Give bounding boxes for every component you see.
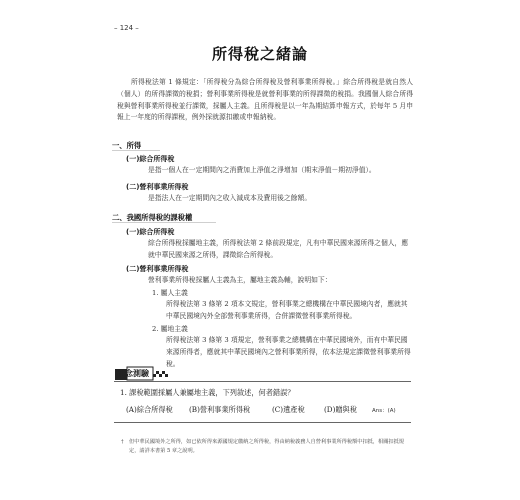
badge-label: 觀念測驗	[117, 369, 149, 378]
quiz-option-c: (C)遺產稅	[272, 405, 305, 414]
quiz-option-b: (B)營利事業所得稅	[189, 405, 251, 414]
section-1-underline	[112, 150, 160, 151]
subitem-1-label: 1. 屬人主義	[152, 289, 188, 297]
quiz-option-a: (A)綜合所得稅	[126, 405, 173, 414]
section-1-item-1-text: 是指一個人在一定期間內之消費加上淨值之淨增加（期末淨值－期初淨值）。	[148, 166, 376, 174]
section-2-item-2-text: 營利事業所得稅採屬人主義為主，屬地主義為輔，說明如下：	[148, 276, 332, 284]
section-1-heading: 一、所得	[112, 141, 142, 150]
section-2-underline	[112, 222, 216, 223]
section-2-heading: 二、我國所得稅的課稅權	[112, 213, 193, 222]
section-1-item-2-text: 是指法人在一定期間內之收入減成本及費用後之餘額。	[148, 194, 312, 202]
quiz-box	[114, 381, 411, 423]
subitem-2-label: 2. 屬地主義	[152, 325, 188, 333]
section-1-item-1-label: (一)綜合所得稅	[126, 155, 175, 163]
quiz-option-d: (D)贈與稅	[324, 405, 357, 414]
subitem-1-text: 所得稅法第 3 條第 2 項本文規定，營利事業之總機構在中華民國境內者，應就其中華民國境內外全部營利事業所得，合併課徵營利事業所得稅。	[166, 300, 408, 320]
intro-paragraph: 所得稅法第 1 條規定：「所得稅分為綜合所得稅及營利事業所得稅。」綜合所得稅是就自然人（個人）的所得課徵的稅捐；營利事業所得稅是就營利事業的所得課徵的稅捐。我國個人綜合所得稅與營利事業所得稅並行課徵，採屬人主義。且所得稅是以一年為期結算申報方式，於每年 5 月申報上一年度的所得課稅，例外採就源扣繳或申報納稅。	[117, 78, 413, 122]
page-title: 所得稅之緒論	[211, 45, 308, 63]
subitem-2-text: 所得稅法第 3 條第 3 項規定，營利事業之總機構在中華民國境外，而有中華民國來源所得者，應就其中華民國境內之營利事業所得，依本法規定課徵營利事業所得稅。	[166, 336, 411, 368]
section-1-item-2-label: (二)營利事業所得稅	[126, 183, 189, 191]
page-number: – 124 –	[114, 24, 139, 32]
footnote-text: 但中華民國境外之所得，如已依所得來源國規定繳納之所得稅，得由納稅義務人自營利事業所得稅額中扣抵，相關扣抵規定，請詳本書第 5 章之說明。	[129, 439, 404, 454]
section-2-item-1-text: 綜合所得稅採屬地主義，所得稅法第 2 條前段規定，凡有中華民國來源所得之個人，應就中華民國來源之所得，課徵綜合所得稅。	[148, 239, 409, 259]
footnote-marker: †	[121, 439, 124, 445]
quiz-answer: Ans：(A)	[372, 408, 396, 414]
section-2-item-2-label: (二)營利事業所得稅	[126, 265, 189, 273]
quiz-question: 1. 課稅範圍採屬人兼屬地主義，下列敘述，何者錯誤？	[120, 388, 295, 397]
section-2-item-1-label: (一)綜合所得稅	[126, 228, 175, 236]
